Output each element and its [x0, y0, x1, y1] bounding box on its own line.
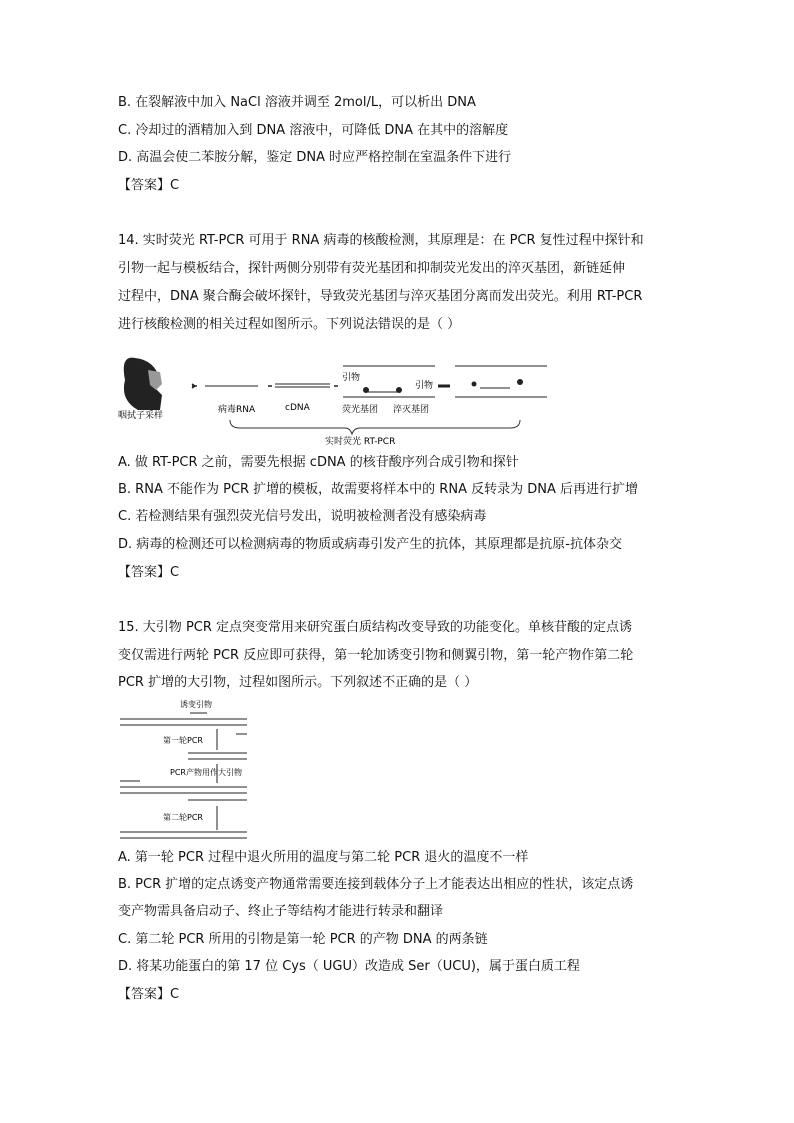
q13-option-c: C. 冷却过的酒精加入到 DNA 溶液中，可降低 DNA 在其中的溶解度	[118, 123, 509, 138]
rt-pcr-figure	[110, 340, 570, 450]
q15-option-d: D. 将某功能蛋白的第 17 位 Cys（ UGU）改造成 Ser（UCU)，属于蛋白质工程	[118, 959, 580, 974]
q15-option-b-2: 变产物需具备启动子、终止子等结构才能进行转录和翻译	[118, 904, 444, 919]
rna-label: 病毒RNA	[218, 405, 256, 415]
q15-option-a: A. 第一轮 PCR 过程中退火所用的温度与第二轮 PCR 退火的温度不一样	[118, 850, 529, 865]
q14-option-a: A. 做 RT-PCR 之前，需要先根据 cDNA 的核苷酸序列合成引物和探针	[118, 455, 519, 470]
quench-label: 淬灭基团	[393, 405, 430, 415]
q14-option-b: B. RNA 不能作为 PCR 扩增的模板，故需要将样本中的 RNA 反转录为 DNA 后再进行扩增	[118, 482, 638, 497]
q14-stem-4: 进行核酸检测的相关过程如图所示。下列说法错误的是（ ）	[118, 317, 461, 332]
megaprimer-pcr-figure	[110, 690, 260, 840]
q13-option-b: B. 在裂解液中加入 NaCl 溶液并调至 2mol/L，可以析出 DNA	[118, 95, 476, 110]
q15-stem-2: 变仅需进行两轮 PCR 反应即可获得，第一轮加诱变引物和侧翼引物，第一轮产物作第二轮	[118, 648, 634, 663]
cdna-label: cDNA	[285, 403, 310, 413]
brace	[230, 420, 520, 434]
q15-stem-3: PCR 扩增的大引物，过程如图所示。下列叙述不正确的是（ ）	[118, 675, 478, 690]
q14-option-d: D. 病毒的检测还可以检测病毒的物质或病毒引发产生的抗体，其原理都是抗原-抗体杂交	[118, 537, 622, 552]
q15-stem-1: 15. 大引物 PCR 定点突变常用来研究蛋白质结构改变导致的功能变化。单核苷酸的定点诱	[118, 620, 633, 635]
q14-stem-1: 14. 实时荧光 RT-PCR 可用于 RNA 病毒的核酸检测，其原理是：在 PCR 复性过程中探针和	[118, 233, 644, 248]
q14-option-c: C. 若检测结果有强烈荧光信号发出，说明被检测者没有感染病毒	[118, 509, 487, 524]
q13-option-d: D. 高温会使二苯胺分解，鉴定 DNA 时应严格控制在室温条件下进行	[118, 150, 512, 165]
primer-label-2: 引物	[415, 381, 434, 391]
product-label: PCR产物用作大引物	[170, 768, 242, 777]
q15-option-c: C. 第二轮 PCR 所用的引物是第一轮 PCR 的产物 DNA 的两条链	[118, 932, 488, 947]
q14-stem-2: 引物一起与模板结合，探针两侧分别带有荧光基团和抑制荧光发出的淬灭基团，新链延伸	[118, 261, 626, 276]
mutagenic-primer-label: 诱变引物	[180, 700, 212, 709]
q14-stem-3: 过程中，DNA 聚合酶会破坏探针，导致荧光基团与淬灭基团分离而发出荧光。利用 RT-PCR	[118, 289, 643, 304]
q15-option-b-1: B. PCR 扩增的定点诱变产物通常需要连接到载体分子上才能表达出相应的性状，该定点诱	[118, 877, 634, 892]
round2-label: 第二轮PCR	[163, 813, 203, 822]
q14-answer: 【答案】C	[118, 565, 180, 580]
primer-label-1: 引物	[342, 373, 361, 383]
brace-label: 实时荧光 RT-PCR	[325, 437, 396, 447]
sample-label: 咽拭子采样	[118, 411, 164, 421]
round1-label: 第一轮PCR	[163, 736, 203, 745]
q15-answer: 【答案】C	[118, 987, 180, 1002]
fluor-label: 荧光基团	[342, 405, 379, 415]
q13-answer: 【答案】C	[118, 178, 180, 193]
